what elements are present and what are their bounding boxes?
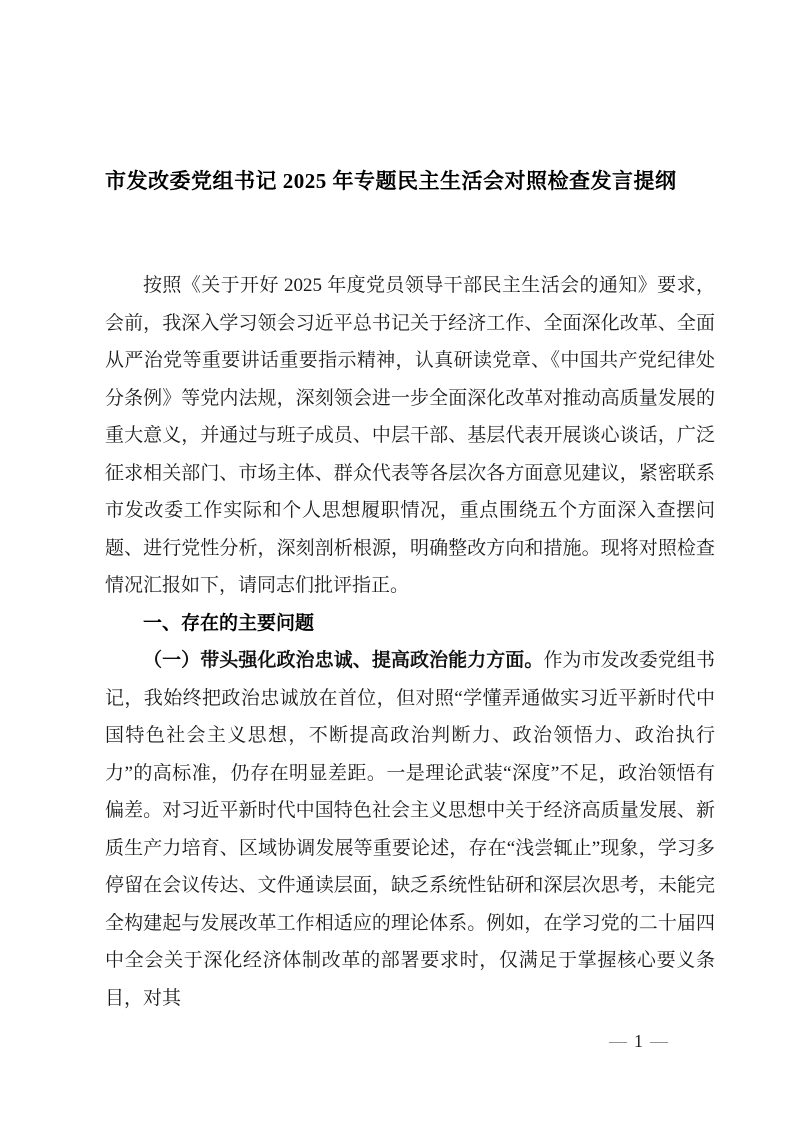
intro-paragraph: 按照《关于开好 2025 年度党员领导干部民主生活会的通知》要求，会前，我深入学习领会习近平总书记关于经济工作、全面深化改革、全面从严治党等重要讲话重要指示精神，认真研读党章、《中国共产党纪律处分条例》等党内法规，深刻领会进一步全面深化改革对推动高质量发展的重大意义，并通过与班子成员、中层干部、基层代表开展谈心谈话，广泛征求相关部门、市场主体、群众代表等各层次各方面意见建议，紧密联系市发改委工作实际和个人思想履职情况，重点围绕五个方面深入查摆问题、进行党性分析，深刻剖析根源，明确整改方向和措施。现将对照检查情况汇报如下，请同志们批评指正。 [105, 275, 715, 596]
item-one-body: 作为市发改委党组书记，我始终把政治忠诚放在首位，但对照“学懂弄通做实习近平新时代中国特色社会主义思想，不断提高政治判断力、政治领悟力、政治执行力”的高标准，仍存在明显差距。一是理论武装“深度”不足，政治领悟有偏差。对习近平新时代中国特色社会主义思想中关于经济高质量发展、新质生产力培育、区域协调发展等重要论述，存在“浅尝辄止”现象，学习多停留在会议传达、文件通读层面，缺乏系统性钻研和深层次思考，未能完全构建起与发展改革工作相适应的理论体系。例如，在学习党的二十届四中全会关于深化经济体制改革的部署要求时，仅满足于掌握核心要义条目，对其 [105, 650, 715, 1009]
document-content [105, 166, 715, 1017]
section-one-heading: 一、存在的主要问题 [143, 612, 315, 634]
footer-right-dash: — [650, 1031, 668, 1051]
footer-left-dash: — [609, 1031, 627, 1051]
document-title: 市发改委党组书记 2025 年专题民主生活会对照检查发言提纲 [105, 169, 677, 193]
page-number-footer [602, 1030, 675, 1052]
footer-page-number: 1 [634, 1031, 643, 1051]
item-one-lead: （一）带头强化政治忠诚、提高政治能力方面。 [143, 650, 544, 671]
item-one-paragraph [105, 642, 715, 1017]
